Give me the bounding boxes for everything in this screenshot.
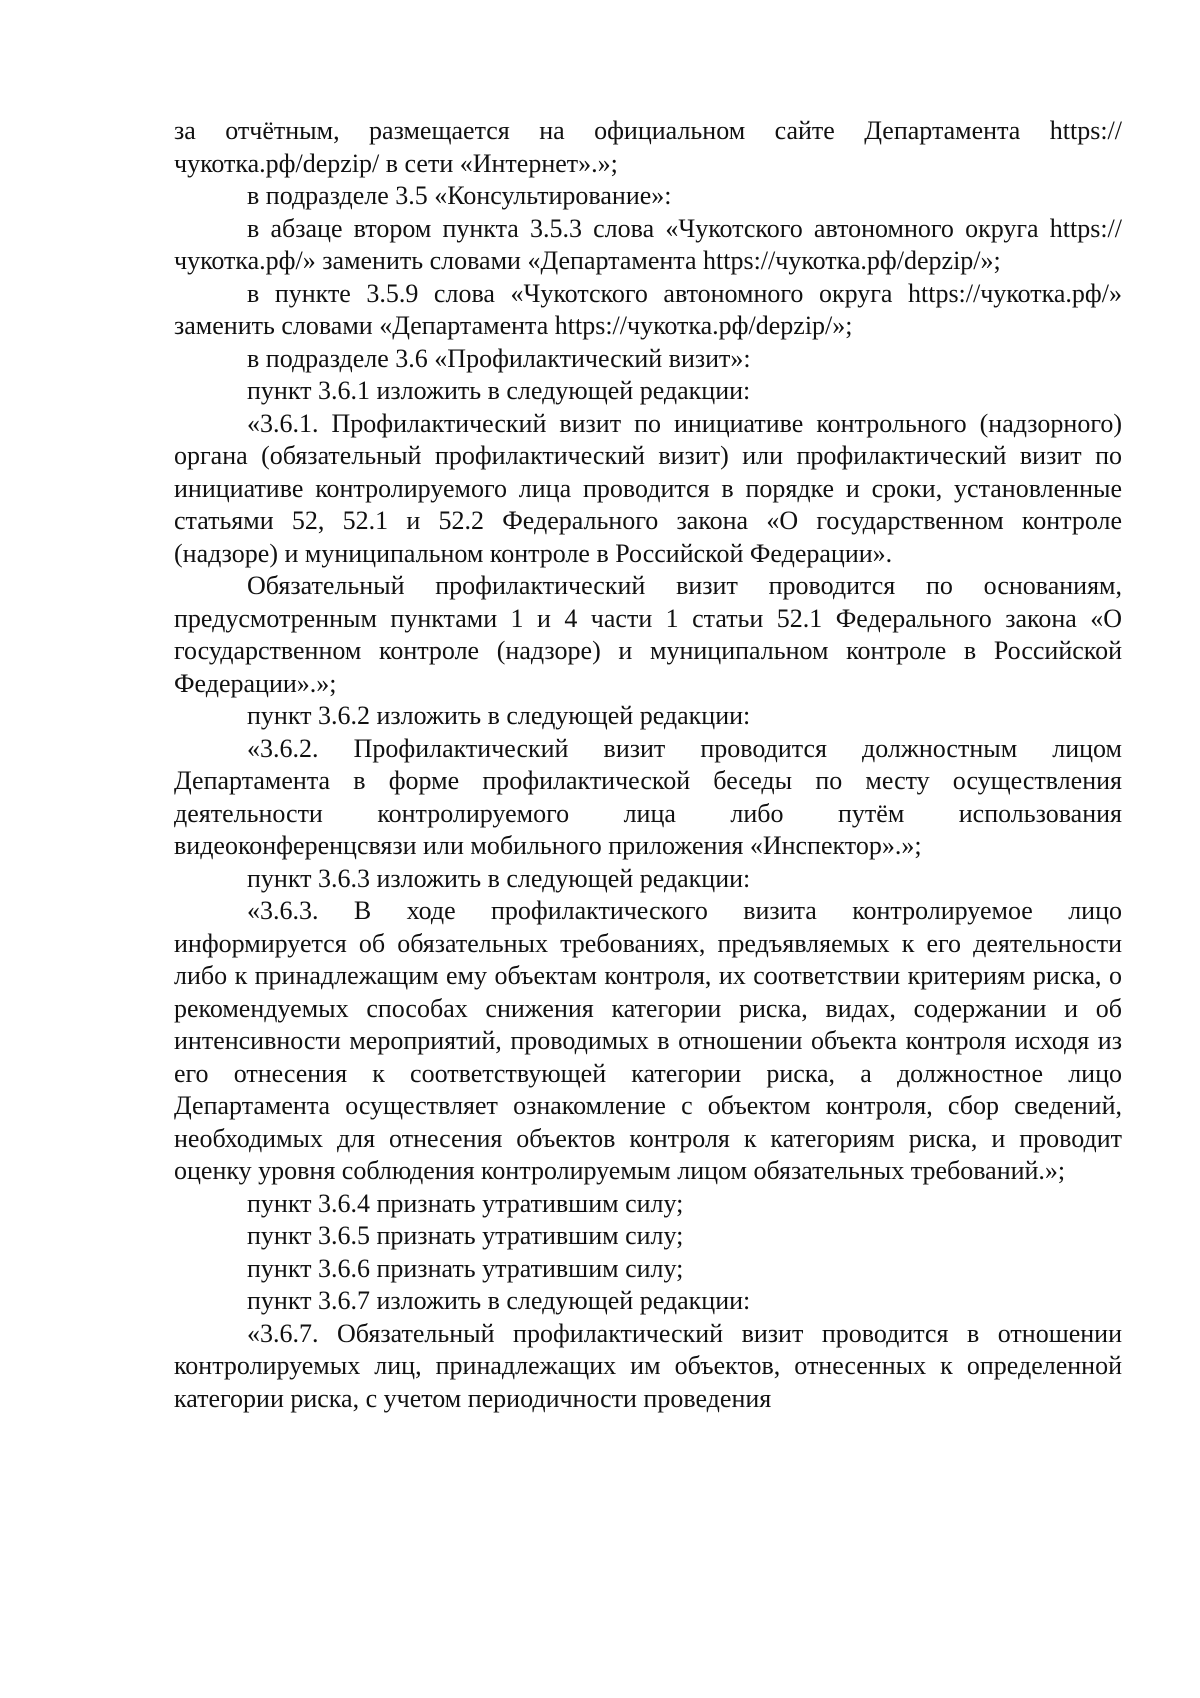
- paragraph: «3.6.3. В ходе профилактического визита контролируемое лицо информируется об обязательных требованиях, предъявляемых к его деятельности либо к принадлежащим ему объектам контроля, их соответствии критериям риска, о рекомендуемых способах снижения категории риска, видах, содержании и об интенсивности мероприятий, проводимых в отношении объекта контроля исходя из его отнесения к соответствующей категории риска, а должностное лицо Департамента осуществляет ознакомление с объектом контроля, сбор сведений, необходимых для отнесения объектов контроля к категориям риска, и проводит оценку уровня соблюдения контролируемым лицом обязательных требований.»;: [174, 896, 1122, 1185]
- paragraph: пункт 3.6.4 признать утратившим силу;: [247, 1188, 684, 1218]
- paragraph: в подразделе 3.6 «Профилактический визит»:: [247, 343, 751, 373]
- paragraph: пункт 3.6.6 признать утратившим силу;: [247, 1253, 684, 1283]
- paragraph: пункт 3.6.1 изложить в следующей редакции:: [247, 376, 751, 405]
- paragraph: «3.6.2. Профилактический визит проводится должностным лицом Департамента в форме профилактической беседы по месту осуществления деятельности контролируемого лица либо путём использования видеоконференцсвязи или мобильного приложения «Инспектор».»;: [174, 733, 1122, 860]
- paragraph: в абзаце втором пункта 3.5.3 слова «Чукотского автономного округа https://чукотка.рф/» заменить словами «Департамента https://чукотка.рф/depzip/»;: [174, 213, 1122, 275]
- paragraph: «3.6.1. Профилактический визит по инициативе контрольного (надзорного) органа (обязательный профилактический визит) или профилактический визит по инициативе контролируемого лица проводится в порядке и сроки, установленные статьями 52, 52.1 и 52.2 Федерального закона «О государственном контроле (надзоре) и муниципальном контроле в Российской Федерации».: [174, 408, 1122, 568]
- paragraph: пункт 3.6.5 признать утратившим силу;: [247, 1221, 684, 1250]
- paragraph: Обязательный профилактический визит проводится по основаниям, предусмотренным пунктами 1 и 4 части 1 статьи 52.1 Федерального закона «О государственном контроле (надзоре) и муниципальном контроле в Российской Федерации».»;: [174, 571, 1122, 698]
- paragraph: за отчётным, размещается на официальном сайте Департамента https://чукотка.рф/depzip/ в сети «Интернет».»;: [174, 116, 1122, 178]
- paragraph: «3.6.7. Обязательный профилактический визит проводится в отношении контролируемых лиц, принадлежащих им объектов, отнесенных к определенной категории риска, с учетом периодичности проведения: [174, 1318, 1122, 1413]
- paragraph: пункт 3.6.7 изложить в следующей редакции:: [247, 1286, 751, 1315]
- document-page: [174, 115, 1122, 1415]
- paragraph: пункт 3.6.3 изложить в следующей редакции:: [247, 863, 751, 893]
- paragraph: в пункте 3.5.9 слова «Чукотского автономного округа https://чукотка.рф/» заменить словами «Департамента https://чукотка.рф/depzip/»;: [174, 278, 1122, 340]
- paragraph: пункт 3.6.2 изложить в следующей редакции:: [247, 701, 751, 730]
- paragraph: в подразделе 3.5 «Консультирование»:: [247, 181, 672, 210]
